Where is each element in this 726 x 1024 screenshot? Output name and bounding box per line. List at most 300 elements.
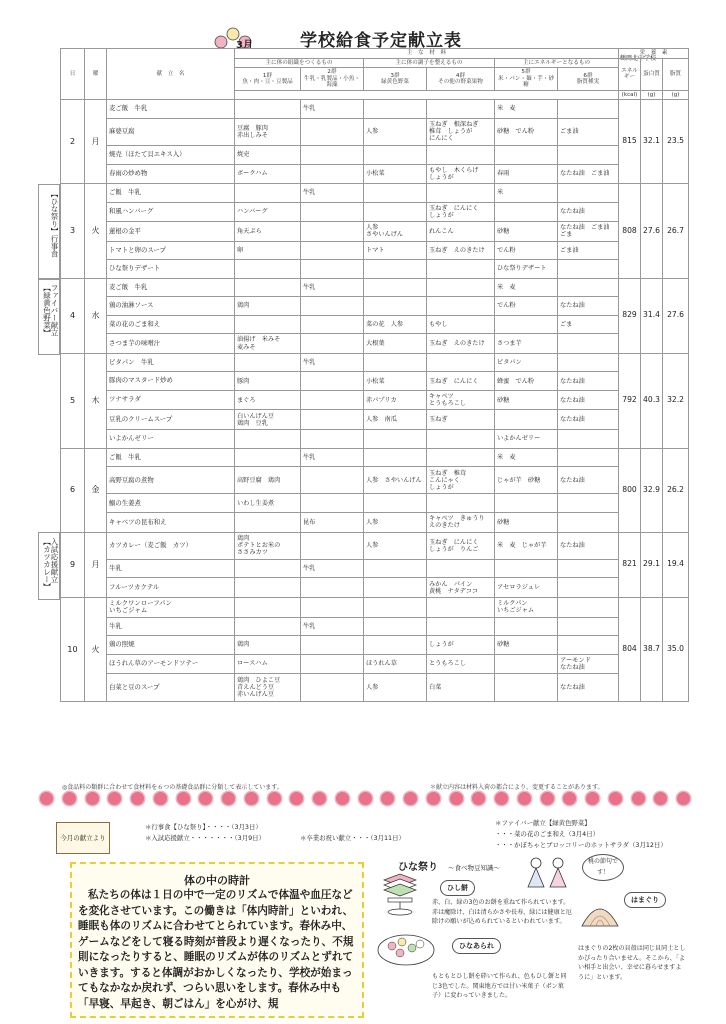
- menu-body: [61, 100, 689, 702]
- ingredient-g2: [301, 430, 364, 449]
- ingredient-g2: [301, 494, 364, 513]
- plum-flower-icon: [40, 792, 53, 805]
- plum-flower-icon: [268, 792, 281, 805]
- fat-value: 32.2: [663, 353, 689, 448]
- ingredient-g4: もやし 木くらげ しょうが: [427, 164, 495, 184]
- ingredient-g6: なたね油 ごま油: [558, 164, 619, 184]
- protein-value: 38.7: [641, 598, 663, 702]
- ingredient-g4: 玉ねぎ 椎茸 こんにゃく しょうが: [427, 467, 495, 494]
- ingredient-g2: 昆布: [301, 512, 364, 532]
- ingredient-g3: [364, 494, 427, 513]
- ingredient-g3: 菜の花 人参: [364, 315, 427, 334]
- ingredient-g6: ごま: [558, 315, 619, 334]
- ingredient-g6: [558, 146, 619, 165]
- ingredient-g3: [364, 297, 427, 316]
- ingredient-g5: 米 麦: [495, 278, 558, 297]
- ingredient-g2: [301, 598, 364, 618]
- kcal-value: 815: [619, 100, 641, 184]
- ingredient-g1: [235, 578, 301, 598]
- plum-flower-icon: [654, 792, 667, 805]
- day-cell: 9: [61, 532, 85, 597]
- ingredient-g5: [495, 146, 558, 165]
- dish-name: ミルクワンローフパン いちごジャム: [107, 598, 235, 618]
- menu-row: [61, 410, 689, 430]
- ingredient-g5: 砂糖: [495, 512, 558, 532]
- ingredient-g6: なたね油: [558, 467, 619, 494]
- ingredient-g6: [558, 448, 619, 467]
- ingredient-g2: [301, 260, 364, 279]
- dish-name: ビタパン 牛乳: [107, 353, 235, 372]
- ingredient-g3: 赤パプリカ: [364, 390, 427, 410]
- day-cell: 3: [61, 184, 85, 279]
- ingredient-g4: 玉ねぎ えのきたけ: [427, 241, 495, 260]
- ingredient-g4: 玉ねぎ えのきたけ: [427, 334, 495, 354]
- dish-name: ほうれん草のアーモンドソテー: [107, 654, 235, 674]
- school-name: 鶴岡北中学校: [620, 55, 657, 62]
- dish-name: 麦ご飯 牛乳: [107, 278, 235, 297]
- col-fat: 脂質: [663, 59, 689, 91]
- ingredient-g3: [364, 353, 427, 372]
- dish-name: 麦ご飯 牛乳: [107, 100, 235, 119]
- ingredient-g3: [364, 146, 427, 165]
- ingredient-g6: なたね油: [558, 390, 619, 410]
- ingredient-g5: 米 麦 じゃが芋: [495, 532, 558, 559]
- col-energy-source: 主にエネルギーとなるもの: [495, 59, 619, 68]
- ingredient-g6: [558, 636, 619, 655]
- ingredient-g3: [364, 202, 427, 222]
- ingredient-g1: ボークハム: [235, 164, 301, 184]
- unit-protein: (g): [641, 90, 663, 99]
- menu-row: [61, 315, 689, 334]
- ingredient-g6: [558, 260, 619, 279]
- dish-name: 白菜と豆のスープ: [107, 674, 235, 701]
- ingredient-g1: ハンバーグ: [235, 202, 301, 222]
- ingredient-g2: 牛乳: [301, 184, 364, 203]
- fat-value: 35.0: [663, 598, 689, 702]
- plum-flower-icon: [108, 792, 121, 805]
- ingredient-g2: [301, 532, 364, 559]
- ingredient-g3: 人参: [364, 674, 427, 701]
- col-protein: 蛋白質: [641, 59, 663, 91]
- ingredient-g4: [427, 100, 495, 119]
- fiber-item-1: ・・・菜の花のごま和え（3月4日）: [495, 830, 599, 838]
- fat-value: 26.7: [663, 184, 689, 279]
- note-right: ＊献立内容は材料入荷の都合により、変更することがあります。: [430, 784, 604, 791]
- ingredient-g3: 大根葉: [364, 334, 427, 354]
- page-title: 学校給食予定献立表: [300, 31, 462, 51]
- ingredient-g2: [301, 241, 364, 260]
- ingredient-g5: [495, 654, 558, 674]
- ingredient-g2: [301, 674, 364, 701]
- ingredient-g5: 砂糖: [495, 390, 558, 410]
- menu-row: [61, 202, 689, 222]
- ingredient-g3: 人参 さやいんげん: [364, 222, 427, 242]
- plum-flower-icon: [541, 792, 554, 805]
- plum-flower-icon: [381, 792, 394, 805]
- plum-flower-icon: [86, 792, 99, 805]
- ingredient-g2: [301, 390, 364, 410]
- weekday-cell: 月: [85, 100, 107, 184]
- ingredient-g5: [495, 617, 558, 636]
- plum-flower-icon: [63, 792, 76, 805]
- col-body-builder: 主に体の組織をつくるもの: [235, 59, 364, 68]
- ingredient-g2: [301, 297, 364, 316]
- ingredient-g2: 牛乳: [301, 448, 364, 467]
- ingredient-g5: でん粉: [495, 241, 558, 260]
- ingredient-g2: [301, 202, 364, 222]
- fiber-title: ＊ファイバー献立【緑黄色野菜】: [495, 819, 591, 827]
- hina-title: ひな祭り 〜食べ物豆知識〜: [398, 862, 500, 873]
- clam-label: はまぐり: [624, 892, 666, 908]
- ingredient-g4: [427, 297, 495, 316]
- ingredient-g5: いよかんゼリー: [495, 430, 558, 449]
- fat-value: 27.6: [663, 278, 689, 353]
- menu-row: [61, 559, 689, 578]
- ingredient-g4: キャベツ きゅうり えのきたけ: [427, 512, 495, 532]
- ingredient-g2: 牛乳: [301, 278, 364, 297]
- event-exam: ＊入試応援献立・・・・・・・（3月9日）: [145, 834, 265, 842]
- ingredient-g1: [235, 512, 301, 532]
- ingredient-g2: [301, 467, 364, 494]
- weekday-cell: 金: [85, 448, 107, 532]
- ingredient-g6: [558, 184, 619, 203]
- ingredient-g1: 豚肉: [235, 372, 301, 391]
- ingredient-g4: キャベツ とうもろこし: [427, 390, 495, 410]
- col-g3: 3群 緑黄色野菜: [364, 68, 427, 90]
- menu-row: [61, 494, 689, 513]
- ingredient-g3: 人参: [364, 118, 427, 145]
- fiber-list: [495, 818, 667, 851]
- note-left: ◎食品料の類群に合わせて食材料を６つの基礎食品群に分類して表示しています。: [62, 784, 283, 791]
- ingredient-g5: [495, 315, 558, 334]
- ingredient-g4: れんこん: [427, 222, 495, 242]
- ingredient-g1: [235, 184, 301, 203]
- ingredient-g1: まぐろ: [235, 390, 301, 410]
- hina-arare-label: ひなあられ: [452, 938, 501, 954]
- ingredient-g5: 砂糖 でん粉: [495, 118, 558, 145]
- fat-value: 19.4: [663, 532, 689, 597]
- ingredient-g1: 鶏肉: [235, 297, 301, 316]
- ingredient-g1: [235, 353, 301, 372]
- ingredient-g3: [364, 559, 427, 578]
- dish-name: 鶏の照焼: [107, 636, 235, 655]
- ingredient-g1: 焼売: [235, 146, 301, 165]
- ingredient-g6: [558, 334, 619, 354]
- ingredient-g4: しょうが: [427, 636, 495, 655]
- weekday-cell: 月: [85, 532, 107, 597]
- ingredient-g3: 小松菜: [364, 372, 427, 391]
- event-hina: ＊行事食【ひな祭り】・・・・（3月3日）: [145, 823, 262, 831]
- weekday-cell: 水: [85, 278, 107, 353]
- ingredient-g4: 白菜: [427, 674, 495, 701]
- plum-flower-icon: [495, 792, 508, 805]
- ingredient-g3: [364, 636, 427, 655]
- ingredient-g2: [301, 146, 364, 165]
- menu-row: [61, 512, 689, 532]
- menu-row: [61, 430, 689, 449]
- col-day: 日: [61, 49, 85, 100]
- plum-flower-icon: [472, 792, 485, 805]
- ingredient-g6: [558, 430, 619, 449]
- ingredient-g4: [427, 448, 495, 467]
- ingredient-g3: [364, 617, 427, 636]
- ingredient-g5: 蜂蜜 でん粉: [495, 372, 558, 391]
- ingredient-g1: 豆腐 豚肉 赤出しみそ: [235, 118, 301, 145]
- ingredient-g6: [558, 578, 619, 598]
- ingredient-g5: [495, 410, 558, 430]
- protein-value: 27.6: [641, 184, 663, 279]
- ingredient-g5: アセロラジュレ: [495, 578, 558, 598]
- hina-arare-icon: [374, 924, 438, 968]
- menu-row: [61, 390, 689, 410]
- col-g5: 5群 米・パン・麺・芋・砂糖: [495, 68, 558, 90]
- ingredient-g5: [495, 559, 558, 578]
- ingredient-g1: 鶏肉 ひよこ豆 青えんどう豆 赤いんげん豆: [235, 674, 301, 701]
- plum-flower-icon: [677, 792, 690, 805]
- protein-value: 32.9: [641, 448, 663, 532]
- ingredient-g6: なたね油: [558, 410, 619, 430]
- ingredient-g6: [558, 617, 619, 636]
- ingredient-g4: もやし: [427, 315, 495, 334]
- menu-row: [61, 278, 689, 297]
- ingredient-g6: [558, 278, 619, 297]
- flower-border: [40, 792, 690, 808]
- dish-name: 焼売（ほたて貝エキス入）: [107, 146, 235, 165]
- ingredient-g5: 米 麦: [495, 100, 558, 119]
- menu-row: [61, 260, 689, 279]
- fiber-item-2: ・・・かぼちゃとブロッコリーのホットサラダ（3月12日）: [495, 841, 667, 849]
- ingredient-g3: 人参 南瓜: [364, 410, 427, 430]
- kcal-value: 829: [619, 278, 641, 353]
- col-g2: 2群 牛乳・乳製品・小魚・海藻: [301, 68, 364, 90]
- ingredient-g1: 白いんげん豆 鶏肉 豆乳: [235, 410, 301, 430]
- ingredient-g2: [301, 164, 364, 184]
- menu-row: [61, 184, 689, 203]
- dish-name: ご飯 牛乳: [107, 184, 235, 203]
- hishi-mochi-text: 赤、白、緑の3色のお餅を重ねて作られています。赤は魔除け、白は清らかさや長寿、緑には健康と厄除けの願いが込められているといわれています。: [432, 899, 572, 925]
- ingredient-g3: [364, 430, 427, 449]
- ingredient-g5: [495, 494, 558, 513]
- plum-flower-icon: [131, 792, 144, 805]
- ingredient-g6: [558, 598, 619, 618]
- ingredient-g2: [301, 372, 364, 391]
- ingredient-g6: [558, 559, 619, 578]
- menu-row: [61, 297, 689, 316]
- ingredient-g6: なたね油: [558, 202, 619, 222]
- ingredient-g1: [235, 559, 301, 578]
- ingredient-g4: [427, 278, 495, 297]
- ingredient-g6: なたね油: [558, 532, 619, 559]
- month-badge: 3月: [236, 40, 253, 51]
- ingredient-g1: [235, 598, 301, 618]
- dish-name: 豚肉のマスタード炒め: [107, 372, 235, 391]
- ingredient-g1: 高野豆腐 鶏肉: [235, 467, 301, 494]
- fat-value: 26.2: [663, 448, 689, 532]
- protein-value: 32.1: [641, 100, 663, 184]
- col-g6: 6群 脂質種実: [558, 68, 619, 90]
- protein-value: 31.4: [641, 278, 663, 353]
- hina-dolls-icon: [520, 855, 580, 889]
- menu-row: [61, 118, 689, 145]
- dish-name: 豆乳のクリームスープ: [107, 410, 235, 430]
- menu-row: [61, 598, 689, 618]
- dish-name: フルーツカクテル: [107, 578, 235, 598]
- ingredient-g6: なたね油: [558, 674, 619, 701]
- menu-row: [61, 334, 689, 354]
- weekday-cell: 木: [85, 353, 107, 448]
- dish-name: 菜の花のごま和え: [107, 315, 235, 334]
- dish-name: ご飯 牛乳: [107, 448, 235, 467]
- plum-flower-icon: [290, 792, 303, 805]
- ingredient-g3: ほうれん草: [364, 654, 427, 674]
- ingredient-g3: 小松菜: [364, 164, 427, 184]
- kcal-value: 821: [619, 532, 641, 597]
- ingredient-g1: [235, 617, 301, 636]
- ingredient-g4: [427, 184, 495, 203]
- menu-row: [61, 372, 689, 391]
- ingredient-g3: 人参: [364, 512, 427, 532]
- ingredient-g6: [558, 100, 619, 119]
- ingredient-g6: なたね油 ごま油 ごま: [558, 222, 619, 242]
- protein-value: 29.1: [641, 532, 663, 597]
- body-clock-text: 私たちの体は１日の中で一定のリズムで体温や血圧などを変化させています。この働きは「体内時計」といわれ、睡眠も体のリズムに合わせてとられています。春休み中、ゲームなどをして寝る時刻が普段より遅くなったり、不規則になったりすると、睡眠のリズムが体のリズムとずれていきます。すると体調がおかしくなったり、学校が始まってもなかなか戻れず、つらい思いをします。春休み中も「早寝、早起き、朝ごはん」を心がけ、規: [78, 889, 354, 1010]
- menu-row: [61, 674, 689, 701]
- ingredient-g2: 牛乳: [301, 353, 364, 372]
- dish-name: キャベツの昆布和え: [107, 512, 235, 532]
- day-cell: 6: [61, 448, 85, 532]
- unit-kcal: (kcal): [619, 90, 641, 99]
- body-clock-box: [70, 862, 364, 1018]
- col-main-ingredients: 主 な 材 料: [235, 49, 619, 59]
- ingredient-g4: [427, 146, 495, 165]
- plum-flower-icon: [177, 792, 190, 805]
- dish-name: 鰯の生姜煮: [107, 494, 235, 513]
- plum-flower-icon: [313, 792, 326, 805]
- ingredient-g1: 卵: [235, 241, 301, 260]
- weekday-cell: 火: [85, 598, 107, 702]
- ingredient-g3: トマト: [364, 241, 427, 260]
- unit-fat: (g): [663, 90, 689, 99]
- hishi-mochi-icon: [380, 872, 420, 916]
- kcal-value: 792: [619, 353, 641, 448]
- ingredient-g3: 人参 さやいんげん: [364, 467, 427, 494]
- menu-row: [61, 654, 689, 674]
- ingredient-g5: ビタパン: [495, 353, 558, 372]
- ingredient-g4: とうもろこし: [427, 654, 495, 674]
- ingredient-g4: 玉ねぎ にんにく しょうが りんご: [427, 532, 495, 559]
- day-cell: 5: [61, 353, 85, 448]
- ingredient-g2: [301, 410, 364, 430]
- ingredient-g2: [301, 118, 364, 145]
- event-label: ファイバー献立【緑黄色野菜】: [42, 284, 59, 337]
- ingredient-g4: [427, 430, 495, 449]
- ingredient-g2: [301, 654, 364, 674]
- menu-row: [61, 100, 689, 119]
- ingredient-g2: [301, 222, 364, 242]
- plum-flower-icon: [199, 792, 212, 805]
- ingredient-g1: [235, 260, 301, 279]
- menu-row: [61, 146, 689, 165]
- dish-name: ツナサラダ: [107, 390, 235, 410]
- body-clock-title: 体の中の時計: [184, 874, 250, 887]
- ingredient-g6: [558, 494, 619, 513]
- ingredient-g5: じゃが芋 砂糖: [495, 467, 558, 494]
- kcal-value: 804: [619, 598, 641, 702]
- ingredient-g4: [427, 494, 495, 513]
- menu-row: [61, 636, 689, 655]
- col-condition: 主に体の調子を整えるもの: [364, 59, 495, 68]
- day-cell: 2: [61, 100, 85, 184]
- ingredient-g6: ごま油: [558, 241, 619, 260]
- ingredient-g5: 米: [495, 184, 558, 203]
- ingredient-g2: 牛乳: [301, 100, 364, 119]
- ingredient-g3: 人参: [364, 532, 427, 559]
- day-cell: 4: [61, 278, 85, 353]
- ingredient-g6: ごま油: [558, 118, 619, 145]
- col-g4: 4群 その他の野菜果物: [427, 68, 495, 90]
- ingredient-g2: [301, 578, 364, 598]
- ingredient-g4: [427, 617, 495, 636]
- plum-flower-icon: [336, 792, 349, 805]
- ingredient-g5: でん粉: [495, 297, 558, 316]
- dish-name: トマトと卵のスープ: [107, 241, 235, 260]
- ingredient-g6: なたね油: [558, 297, 619, 316]
- menu-row: [61, 353, 689, 372]
- dish-name: 高野豆腐の煮物: [107, 467, 235, 494]
- hina-arare-text: もともとひし餅を砕いて作られ、色もひし餅と同じ3色でした。関東地方では甘い米菓子（ポン菓子）に変わっていきました。: [432, 973, 567, 999]
- ingredient-g2: [301, 636, 364, 655]
- ingredient-g1: 鶏肉 ポテトとお米の ささみカツ: [235, 532, 301, 559]
- dish-name: 春雨の炒め物: [107, 164, 235, 184]
- dish-name: いよかんゼリー: [107, 430, 235, 449]
- plum-flower-icon: [245, 792, 258, 805]
- fat-value: 23.5: [663, 100, 689, 184]
- event-list: [145, 822, 265, 844]
- doll-speech-bubble: 桃の節句です！: [582, 854, 624, 881]
- plum-flower-icon: [359, 792, 372, 805]
- menu-table: [60, 48, 689, 702]
- ingredient-g1: 油揚げ 米みそ 麦みそ: [235, 334, 301, 354]
- plum-flower-icon: [586, 792, 599, 805]
- ingredient-g4: [427, 353, 495, 372]
- ingredient-g4: [427, 598, 495, 618]
- menu-row: [61, 578, 689, 598]
- col-kcal: エネルギー: [619, 59, 641, 91]
- menu-row: [61, 532, 689, 559]
- ingredient-g1: [235, 100, 301, 119]
- ingredient-g5: [495, 674, 558, 701]
- ingredient-g5: [495, 202, 558, 222]
- dish-name: 鶏の油淋ソース: [107, 297, 235, 316]
- ingredient-g2: 牛乳: [301, 617, 364, 636]
- ingredient-g4: 玉ねぎ: [427, 410, 495, 430]
- plum-flower-icon: [427, 792, 440, 805]
- ingredient-g4: 玉ねぎ にんにく しょうが: [427, 202, 495, 222]
- ingredient-g1: [235, 448, 301, 467]
- ingredient-g4: [427, 559, 495, 578]
- event-label: 入試応援献立【カツカレー】: [42, 538, 59, 591]
- ingredient-g2: [301, 334, 364, 354]
- col-dow: 曜: [85, 49, 107, 100]
- col-nutrition: 栄 養 素: [619, 49, 689, 59]
- ingredient-g1: [235, 278, 301, 297]
- ingredient-g6: なたね油: [558, 372, 619, 391]
- ingredient-g5: 春雨: [495, 164, 558, 184]
- ingredient-g3: [364, 598, 427, 618]
- protein-value: 40.3: [641, 353, 663, 448]
- kcal-value: 808: [619, 184, 641, 279]
- ingredient-g1: [235, 315, 301, 334]
